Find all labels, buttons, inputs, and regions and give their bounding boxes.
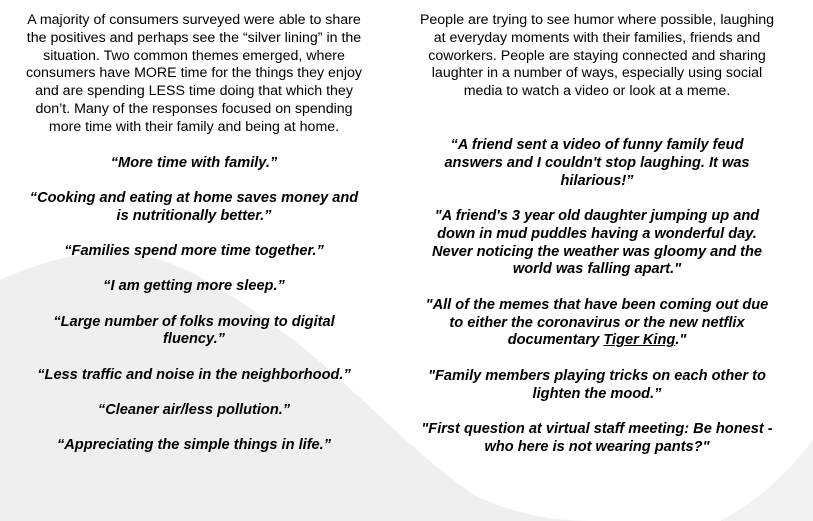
quote-item: “Cooking and eating at home saves money and is nutritionally better.” (29, 189, 359, 224)
quote-item: "Family members playing tricks on each other to lighten the mood.” (428, 367, 766, 402)
quote-item: “Cleaner air/less pollution.” (97, 401, 291, 418)
quote-item: “Large number of folks moving to digital fluency.” (53, 313, 335, 348)
left-intro-paragraph: A majority of consumers surveyed were able to share the positives and perhaps see the “silver lining” in the situation. Two common themes emerged, where consumers have MORE time for the things they enjoy and are spending LESS time doing that which they don’t. Many of the responses focused on spending more time with their family and being at home. (26, 12, 362, 135)
quote-text: "All of the memes that have been coming out due to either the coronavirus or the new netflix documentary (425, 296, 769, 349)
quote-item: "First question at virtual staff meeting: Be honest - who here is not wearing pants?" (421, 420, 773, 455)
quote-item: "A friend's 3 year old daughter jumping up and down in mud puddles having a wonderful day. Never noticing the weather was gloomy and the world was falling apart." (431, 207, 763, 278)
quote-item: “A friend sent a video of funny family feud answers and I couldn't stop laughing. It was hilarious!” (444, 136, 750, 189)
right-column (416, 12, 778, 457)
quote-text-end: ." (675, 332, 687, 349)
quote-item: “Families spend more time together.” (64, 242, 324, 259)
quote-item-tiger-king (416, 297, 778, 350)
right-intro-paragraph: People are trying to see humor where possible, laughing at everyday moments with their families, friends and coworkers. People are staying connected and sharing laughter in a number of ways, especially using social media to watch a video or look at a meme. (419, 12, 775, 100)
quote-item: “More time with family.” (110, 154, 278, 171)
left-quote-list (18, 155, 370, 455)
right-quote-list (416, 137, 778, 457)
quote-item: “I am getting more sleep.” (103, 278, 285, 295)
quote-item: “Appreciating the simple things in life.” (56, 437, 332, 454)
quote-item: “Less traffic and noise in the neighborhood.” (37, 366, 351, 383)
left-column (18, 12, 370, 455)
documentary-title: Tiger King (603, 332, 676, 349)
